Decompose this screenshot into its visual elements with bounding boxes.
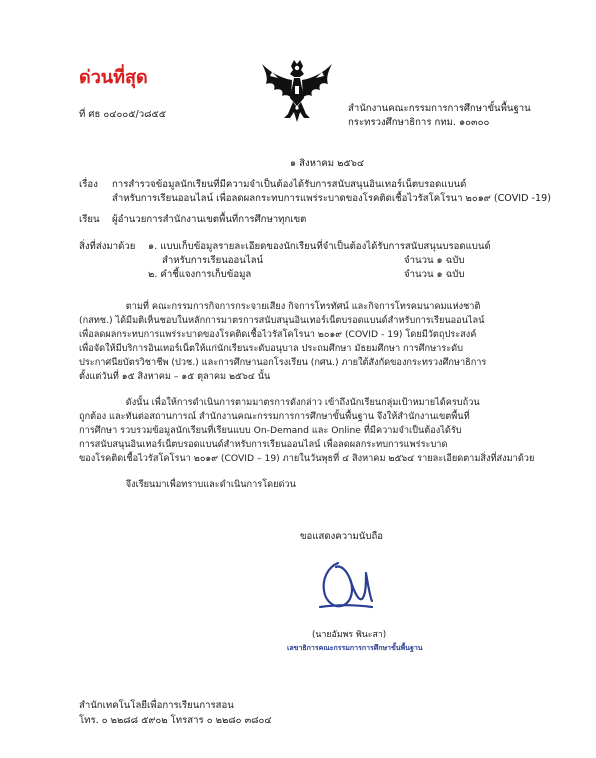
recipient-label: เรียน <box>79 214 100 225</box>
body-line: (กสทช.) ได้มีมติเห็นชอบในหลักการมาตรการสนับสนุนอินเทอร์เน็ตบรอดแบนด์สำหรับการเรียนออนไลน์ <box>79 315 485 326</box>
body-line: เพื่อจัดให้มีบริการอินเทอร์เน็ตให้แก่นักเรียนระดับอนุบาล ประถมศึกษา มัธยมศึกษา การศึกษาระดับ <box>79 343 463 354</box>
enclosure-1-quantity: จำนวน ๑ ฉบับ <box>404 255 465 266</box>
body-text <box>79 300 534 491</box>
signatory-name: (นายอัมพร พินะสา) <box>312 630 387 640</box>
subject-line-1: การสำรวจข้อมูลนักเรียนที่มีความจำเป็นต้องได้รับการสนับสนุนอินเทอร์เน็ตบรอดแบนด์ <box>112 179 467 190</box>
footer-phone: โทร. ๐ ๒๒๘๘ ๕๙๐๒ โทรสาร ๐ ๒๒๘๐ ๓๘๐๔ <box>79 715 272 726</box>
reference-number: ที่ ศธ ๐๔๐๐๕/ว๘๕๕ <box>79 109 166 120</box>
handwritten-signature-icon <box>316 557 376 615</box>
urgency-stamp: ด่วนที่สุด <box>79 67 148 88</box>
issuing-address: กระทรวงศึกษาธิการ กทม. ๑๐๓๐๐ <box>348 117 490 128</box>
body-line: ตามที่ คณะกรรมการกิจการกระจายเสียง กิจการโทรทัศน์ และกิจการโทรคมนาคมแห่งชาติ <box>79 301 481 312</box>
enclosure-2: ๒. คำชี้แจงการเก็บข้อมูล <box>148 269 252 280</box>
recipient: ผู้อำนวยการสำนักงานเขตพื้นที่การศึกษาทุกเขต <box>112 214 307 225</box>
subject-label: เรื่อง <box>79 179 98 190</box>
body-line: จึงเรียนมาเพื่อทราบและดำเนินการโดยด่วน <box>79 479 296 490</box>
closing: ขอแสดงความนับถือ <box>300 531 384 542</box>
body-line: ถูกต้อง และทันต่อสถานการณ์ สำนักงานคณะกรรมการการศึกษาขั้นพื้นฐาน จึงให้สำนักงานเขตพื้นที่ <box>79 411 470 422</box>
body-line: ตั้งแต่วันที่ ๑๕ สิงหาคม – ๑๕ ตุลาคม ๒๕๖๔ นั้น <box>79 371 271 382</box>
signatory-title: เลขาธิการคณะกรรมการการศึกษาขั้นพื้นฐาน <box>287 644 423 652</box>
enclosure-1-line-1: ๑. แบบเก็บข้อมูลรายละเอียดของนักเรียนที่จำเป็นต้องได้รับการสนับสนุนบรอดแบนด์ <box>148 241 491 252</box>
body-line: ประกาศนียบัตรวิชาชีพ (ปวช.) และการศึกษานอกโรงเรียน (กศน.) ภายใต้สังกัดของกระทรวงศึกษาธิการ <box>79 357 487 368</box>
issuing-office: สำนักงานคณะกรรมการการศึกษาขั้นพื้นฐาน <box>348 103 531 114</box>
body-line: เพื่อลดผลกระทบการแพร่ระบาดของโรคติดเชื้อไวรัสโคโรนา ๒๐๑๙ (COVID - 19) โดยมีวัตถุประสงค์ <box>79 329 477 340</box>
body-line: การสนับสนุนอินเทอร์เน็ตบรอดแบนด์สำหรับการเรียนออนไลน์ เพื่อลดผลกระทบการแพร่ระบาด <box>79 439 448 450</box>
body-line: ของโรคติดเชื้อไวรัสโคโรนา ๒๐๑๙ (COVID – 19) ภายในวันพุธที่ ๔ สิงหาคม ๒๕๖๔ รายละเอียดตามสิ่งที่ส่งมาด้วย <box>79 453 535 464</box>
letter-date: ๑ สิงหาคม ๒๕๖๔ <box>290 158 365 169</box>
body-line: ดังนั้น เพื่อให้การดำเนินการตามมาตรการดังกล่าว เข้าถึงนักเรียนกลุ่มเป้าหมายได้ครบถ้วน <box>79 397 480 408</box>
enclosure-2-quantity: จำนวน ๑ ฉบับ <box>404 269 465 280</box>
enclosures-label: สิ่งที่ส่งมาด้วย <box>79 241 136 252</box>
body-line: การศึกษา รวบรวมข้อมูลนักเรียนที่เรียนแบบ On-Demand และ Online ที่มีความจำเป็นต้องได้รับ <box>79 425 462 436</box>
garuda-emblem-icon <box>258 58 336 124</box>
footer-department: สำนักเทคโนโลยีเพื่อการเรียนการสอน <box>79 700 234 711</box>
enclosure-1-line-2: สำหรับการเรียนออนไลน์ <box>162 255 264 266</box>
subject-line-2: สำหรับการเรียนออนไลน์ เพื่อลดผลกระทบการแพร่ระบาดของโรคติดเชื้อไวรัสโคโรนา ๒๐๑๙ (COVID -19) <box>112 193 551 204</box>
